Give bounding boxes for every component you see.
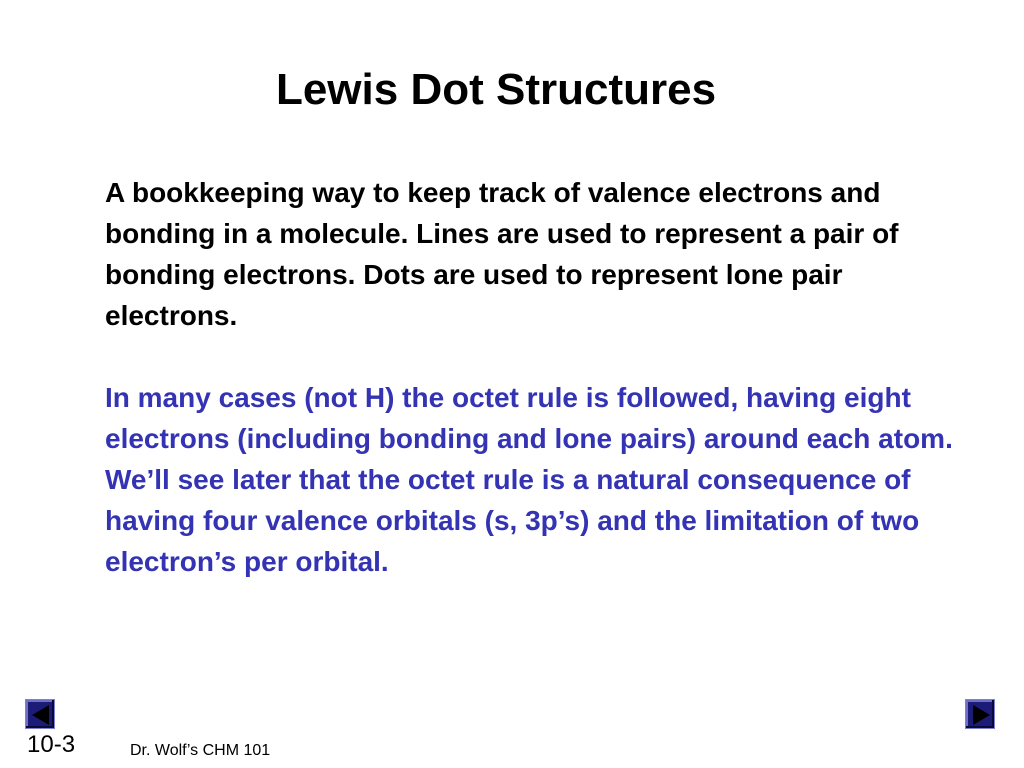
triangle-left-icon (26, 700, 56, 730)
slide-title: Lewis Dot Structures (275, 65, 717, 114)
footer-course-label: Dr. Wolf’s CHM 101 (130, 742, 271, 759)
slide-number: 10-3 (27, 731, 76, 758)
triangle-right-icon (966, 700, 996, 730)
next-slide-button[interactable] (965, 699, 995, 729)
octet-rule-paragraph: In many cases (not H) the octet rule is followed, having eight electrons (including bonding and lone pairs) around each atom. We’ll see later that the octet rule is a natural consequence of having four valence orbitals (s, 3p’s) and the limitation of two electron’s per orbital. (105, 382, 953, 577)
definition-paragraph: A bookkeeping way to keep track of valence electrons and bonding in a molecule. Lines are used to represent a pair of bonding electrons. Dots are used to represent lone pair electrons. (105, 177, 899, 331)
previous-slide-button[interactable] (25, 699, 55, 729)
